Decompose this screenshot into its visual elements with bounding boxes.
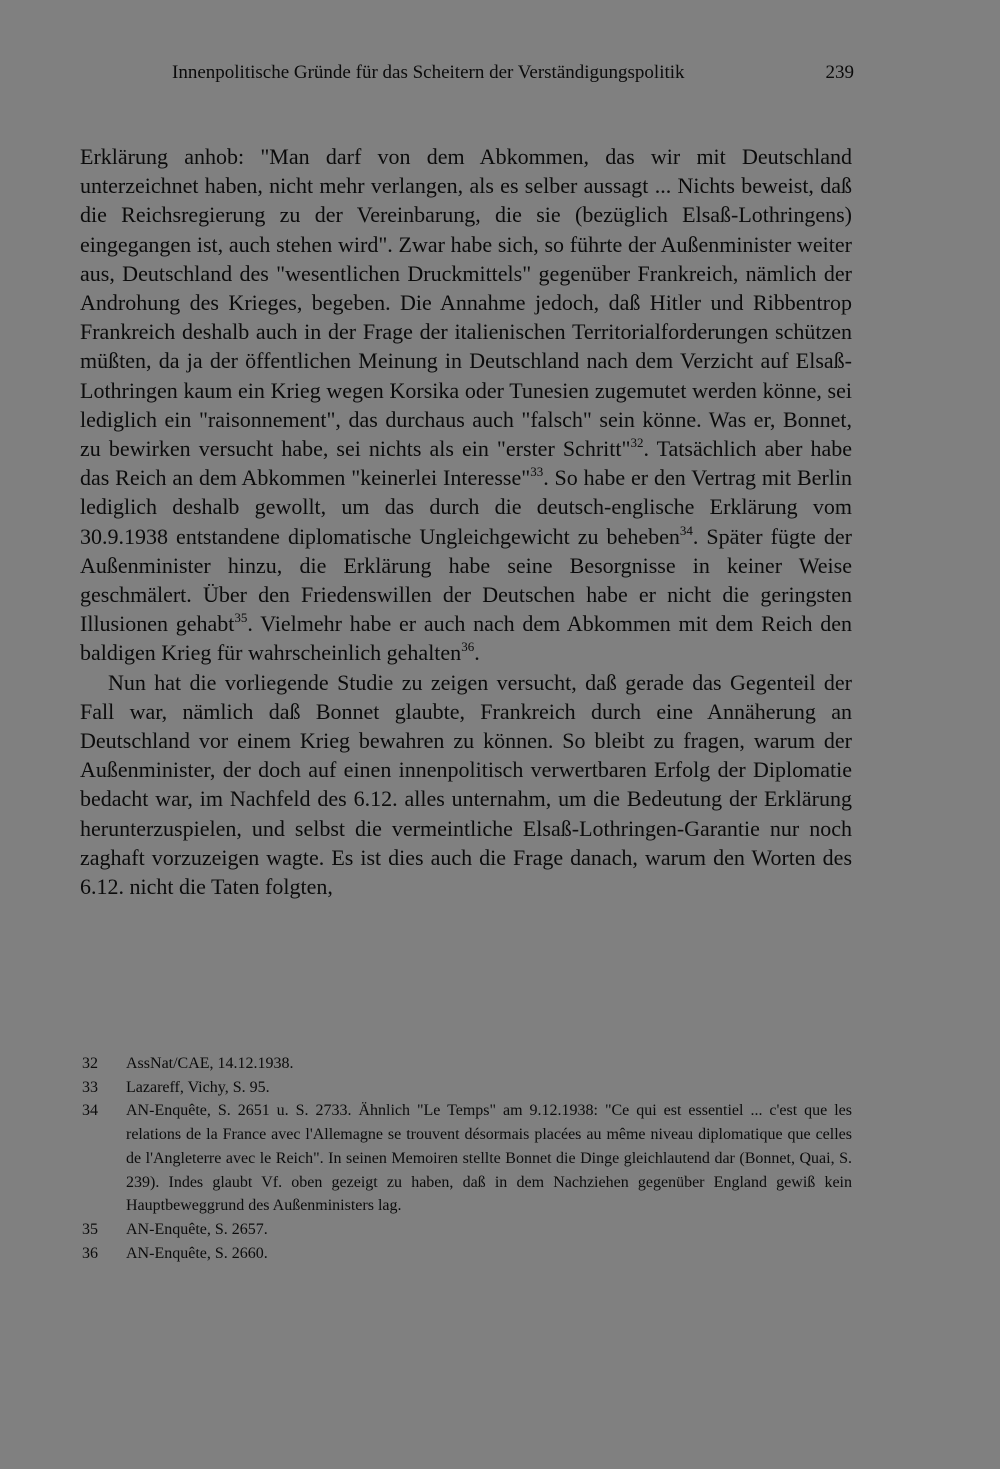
main-text <box>80 142 852 901</box>
footnote-number: 35 <box>82 1220 98 1238</box>
footnote-text: AN-Enquête, S. 2660. <box>126 1244 268 1262</box>
paragraph-1 <box>80 142 852 668</box>
footnote-text: AN-Enquête, S. 2657. <box>126 1220 268 1238</box>
paragraph-1-text-e: . Vielmehr habe er auch nach dem Abkommen mit dem Reich den baldigen Krieg für wahrscheinlich gehalten <box>80 611 853 666</box>
footnote-ref-33: 33 <box>530 464 544 480</box>
footnote <box>82 1052 852 1076</box>
footnote-text: AssNat/CAE, 14.12.1938. <box>126 1055 294 1072</box>
paragraph-1-text-d: . Später fügte der Außenminister hinzu, die Erklärung habe seine Besorgnisse in keiner Weise geschmälert. Über den Friedenswillen der Deutschen habe er nicht die geringsten Illusionen gehabt <box>80 523 853 637</box>
paragraph-1-text-a: Erklärung anhob: "Man darf von dem Abkommen, das wir mit Deutschland unterzeichnet haben, nicht mehr verlangen, als es selber aussagt ... Nichts beweist, daß die Reichsregierung zu der Vereinbarung, die sie (bezüglich Elsaß-Lothringens) eingegangen ist, auch stehen wird". Zwar habe sich, so führte der Außenminister weiter aus, Deutschland des "wesentlichen Druckmittels" gegenüber Frankreich, nämlich der Androhung des Krieges, begeben. Die Annahme jedoch, daß Hitler und Ribbentrop Frankreich deshalb auch in der Frage der italienischen Territorialforderungen schützen müßten, da ja der öffentlichen Meinung in Deutschland nach dem Verzicht auf Elsaß-Lothringen kaum ein Krieg wegen Korsika oder Tunesien zugemutet werden könne, sei lediglich ein "raisonnement", das durchaus auch "falsch" sein könne. Was er, Bonnet, zu bewirken versucht habe, sei nichts als ein "erster Schritt" <box>80 144 852 462</box>
footnote-ref-34: 34 <box>679 522 693 538</box>
running-title: Innenpolitische Gründe für das Scheitern der Verständigungspolitik <box>172 62 685 83</box>
footnote-ref-35: 35 <box>234 610 248 626</box>
footnote <box>82 1218 852 1242</box>
paragraph-1-text-b: . Tatsächlich aber habe das Reich an dem Abkommen "keinerlei Interesse" <box>80 436 852 491</box>
running-head <box>80 62 854 92</box>
footnote-number: 36 <box>82 1244 98 1262</box>
footnote-number: 34 <box>82 1102 98 1120</box>
footnotes <box>82 1052 852 1265</box>
footnote-ref-36: 36 <box>461 639 475 655</box>
page-number: 239 <box>825 62 854 83</box>
footnote-text: AN-Enquête, S. 2651 u. S. 2733. Ähnlich "Le Temps" am 9.12.1938: "Ce qui est essentiel ... c'est que les relations de la France avec l'Allemagne se trouvent désormais placées au même niveau diplomatique que celles de l'Angleterre avec le Reich". In seinen Memoiren stellte Bonnet die Dinge gleichlautend dar (Bonnet, Quai, S. 239). Indes glaubt Vf. oben gezeigt zu haben, daß in dem Nachziehen gegenüber England gewiß kein Hauptbeweggrund des Außenministers lag. <box>126 1102 852 1215</box>
footnote <box>82 1099 852 1218</box>
footnote-ref-32: 32 <box>630 435 644 451</box>
footnote-text: Lazareff, Vichy, S. 95. <box>126 1078 270 1096</box>
footnote <box>82 1076 852 1100</box>
footnote-number: 32 <box>82 1055 98 1072</box>
footnote-number: 33 <box>82 1078 98 1096</box>
paragraph-1-text-c: . So habe er den Vertrag mit Berlin lediglich deshalb gewollt, um das durch die deutsch-englische Erklärung vom 30.9.1938 entstandene diplomatische Ungleichgewicht zu beheben <box>80 465 853 549</box>
paragraph-2: Nun hat die vorliegende Studie zu zeigen versucht, daß gerade das Gegenteil der Fall war, nämlich daß Bonnet glaubte, Frankreich durch eine Annäherung an Deutschland vor einem Krieg bewahren zu können. So bleibt zu fragen, warum der Außenminister, der doch auf einen innenpolitisch verwertbaren Erfolg der Diplomatie bedacht war, im Nachfeld des 6.12. alles unternahm, um die Bedeutung der Erklärung herunterzuspielen, und selbst die vermeintliche Elsaß-Lothringen-Garantie nur noch zaghaft vorzuzeigen wagte. Es ist dies auch die Frage danach, warum den Worten des 6.12. nicht die Taten folgten, <box>80 669 852 900</box>
footnote <box>82 1242 852 1266</box>
paragraph-1-text-f: . <box>474 640 480 666</box>
